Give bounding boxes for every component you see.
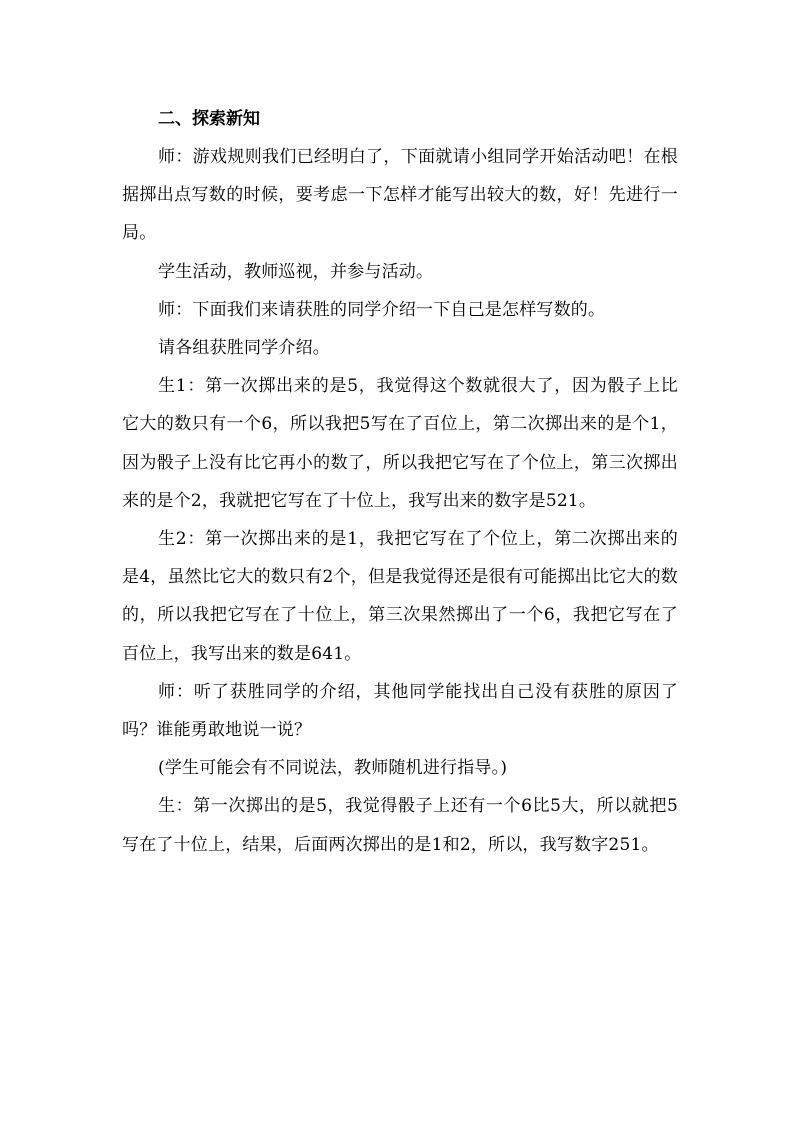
section-heading: 二、探索新知: [158, 109, 260, 129]
paragraph-student-2: 生2：第一次掷出来的是1，我把它写在了个位上，第二次掷出来的是4，虽然比它大的数只有2个，但是我觉得还是很有可能掷出比它大的数的，所以我把它写在了十位上，第三次果然掷出了一个6，我把它写在了百位上，我写出来的数是641。: [122, 529, 678, 664]
paragraph-teacher-invite: 师：下面我们来请获胜的同学介绍一下自己是怎样写数的。: [158, 299, 606, 320]
paragraph-teacher-start: 师：游戏规则我们已经明白了，下面就请小组同学开始活动吧！在根据掷出点写数的时候，要考虑一下怎样才能写出较大的数，好！先进行一局。: [122, 147, 678, 244]
paragraph-student-answer: 生：第一次掷出的是5，我觉得骰子上还有一个6比5大，所以就把5写在了十位上，结果，后面两次掷出的是1和2，所以，我写数字251。: [122, 796, 678, 855]
paragraph-note: (学生可能会有不同说法，教师随机进行指导。): [158, 758, 508, 779]
paragraph-teacher-question: 师：听了获胜同学的介绍，其他同学能找出自己没有获胜的原因了吗？谁能勇敢地说一说？: [122, 681, 678, 741]
paragraph-group-intro: 请各组获胜同学介绍。: [158, 338, 330, 359]
document-page: [122, 100, 678, 864]
paragraph-student-1: 生1：第一次掷出来的是5，我觉得这个数就很大了，因为骰子上比它大的数只有一个6，所以我把5写在了百位上，第二次掷出来的是个1，因为骰子上没有比它再小的数了，所以我把它写在了个位上，第三次掷出来的是个2，我就把它写在了十位上，我写出来的数字是521。: [122, 376, 678, 511]
paragraph-student-activity: 学生活动，教师巡视，并参与活动。: [158, 261, 434, 282]
